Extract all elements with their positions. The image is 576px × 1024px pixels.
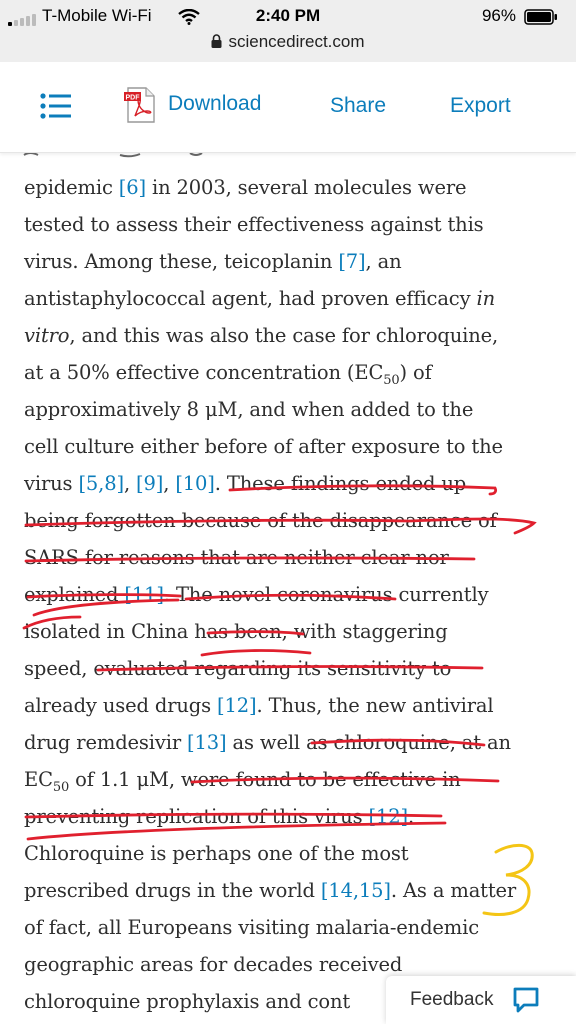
text-segment: Chloroquine is perhaps one of the most xyxy=(24,842,409,865)
reference-link[interactable]: [5,8] xyxy=(78,472,124,495)
text-segment: of fact, all Europeans visiting malaria-endemic xyxy=(24,916,479,939)
text-segment: isolated in China has been, with staggering xyxy=(24,620,448,643)
pdf-icon xyxy=(124,86,158,129)
url-text: sciencedirect.com xyxy=(228,32,365,51)
text-line xyxy=(24,613,564,650)
text-segment: , and this was also the case for chloroquine, xyxy=(69,324,499,347)
text-segment: SARS for reasons that are neither clear nor xyxy=(24,546,449,569)
text-segment: geographic areas for decades received xyxy=(24,953,403,976)
text-line xyxy=(24,206,564,243)
pdf-badge-label: PDF xyxy=(125,94,140,102)
article-paragraph xyxy=(24,169,564,1020)
reference-link[interactable]: [6] xyxy=(118,176,146,199)
reference-link[interactable]: [11] xyxy=(124,583,164,606)
text-segment: of 1.1 μM, were found to be effective in xyxy=(69,768,461,791)
address-bar[interactable] xyxy=(0,32,576,53)
text-segment: ) of xyxy=(399,361,432,384)
export-button[interactable]: Export xyxy=(450,94,511,117)
status-bar xyxy=(0,0,576,62)
text-segment: approximatively 8 μM, and when added to the xyxy=(24,398,474,421)
text-line xyxy=(24,909,564,946)
text-segment: cell culture either before of after exposure to the xyxy=(24,435,503,458)
text-segment: , xyxy=(123,472,137,495)
text-segment: . xyxy=(407,805,414,828)
battery-icon xyxy=(524,9,558,30)
text-segment: already used drugs xyxy=(24,694,218,717)
download-label: Download xyxy=(168,92,262,115)
subscript: 50 xyxy=(52,779,70,795)
reference-link[interactable]: [10] xyxy=(175,472,215,495)
text-line xyxy=(24,835,564,872)
text-line xyxy=(24,761,564,798)
previous-line-remnant xyxy=(24,153,202,156)
reference-link[interactable]: [13] xyxy=(187,731,227,754)
outline-list-button[interactable] xyxy=(40,93,72,119)
text-segment: chloroquine prophylaxis and cont xyxy=(24,990,351,1013)
subscript: 50 xyxy=(383,372,400,388)
text-line xyxy=(24,465,564,502)
text-line xyxy=(24,576,564,613)
text-segment: virus xyxy=(24,472,79,495)
reference-link[interactable]: [7] xyxy=(338,250,366,273)
text-line xyxy=(24,243,564,280)
text-segment: at a 50% effective concentration (EC xyxy=(24,361,384,384)
reference-link[interactable]: [14,15] xyxy=(320,879,391,902)
text-segment: antistaphylococcal agent, had proven efficacy xyxy=(24,287,477,310)
text-line xyxy=(24,354,564,391)
feedback-chat-icon xyxy=(512,986,540,1019)
text-segment: . The novel coronavirus currently xyxy=(163,583,489,606)
reference-link[interactable]: [12] xyxy=(368,805,408,828)
text-segment: prescribed drugs in the world xyxy=(24,879,321,902)
text-line xyxy=(24,280,564,317)
text-line xyxy=(24,650,564,687)
article-body xyxy=(0,153,576,1024)
reference-link[interactable]: [12] xyxy=(217,694,257,717)
text-segment: epidemic xyxy=(24,176,119,199)
reference-link[interactable]: [9] xyxy=(136,472,164,495)
italic-text: vitro xyxy=(24,324,70,347)
text-segment: speed, evaluated regarding its sensitivity to xyxy=(24,657,452,680)
article-toolbar xyxy=(0,62,576,153)
text-segment: tested to assess their effectiveness against this xyxy=(24,213,484,236)
text-segment: , an xyxy=(365,250,402,273)
text-line xyxy=(24,872,564,909)
share-button[interactable]: Share xyxy=(330,94,387,117)
text-segment: . As a matter xyxy=(390,879,517,902)
text-segment: , xyxy=(163,472,176,495)
text-line xyxy=(24,539,564,576)
text-segment: explained xyxy=(24,583,125,606)
clock: 2:40 PM xyxy=(255,6,321,25)
text-segment: as well as chloroquine, at an xyxy=(226,731,511,754)
text-line xyxy=(24,391,564,428)
text-line xyxy=(24,428,564,465)
text-segment: drug remdesivir xyxy=(24,731,188,754)
lock-icon xyxy=(211,33,222,53)
feedback-label: Feedback xyxy=(410,989,494,1010)
battery-percent: 96% xyxy=(481,6,516,25)
text-segment: virus. Among these, teicoplanin xyxy=(24,250,339,273)
text-line xyxy=(24,317,564,354)
feedback-button[interactable] xyxy=(386,976,576,1024)
text-line xyxy=(24,724,564,761)
text-segment: . These findings ended up xyxy=(214,472,467,495)
text-segment: preventing replication of this virus xyxy=(24,805,369,828)
text-line xyxy=(24,687,564,724)
outline-list-icon xyxy=(40,93,72,119)
text-line xyxy=(24,169,564,206)
carrier-name: T-Mobile Wi-Fi xyxy=(42,6,152,25)
text-segment: EC xyxy=(24,768,53,791)
italic-text: in xyxy=(476,287,495,310)
text-line xyxy=(24,798,564,835)
text-line xyxy=(24,502,564,539)
text-segment: in 2003, several molecules were xyxy=(145,176,467,199)
text-segment: being forgotten because of the disappearance of xyxy=(24,509,497,532)
text-segment: . Thus, the new antiviral xyxy=(256,694,494,717)
